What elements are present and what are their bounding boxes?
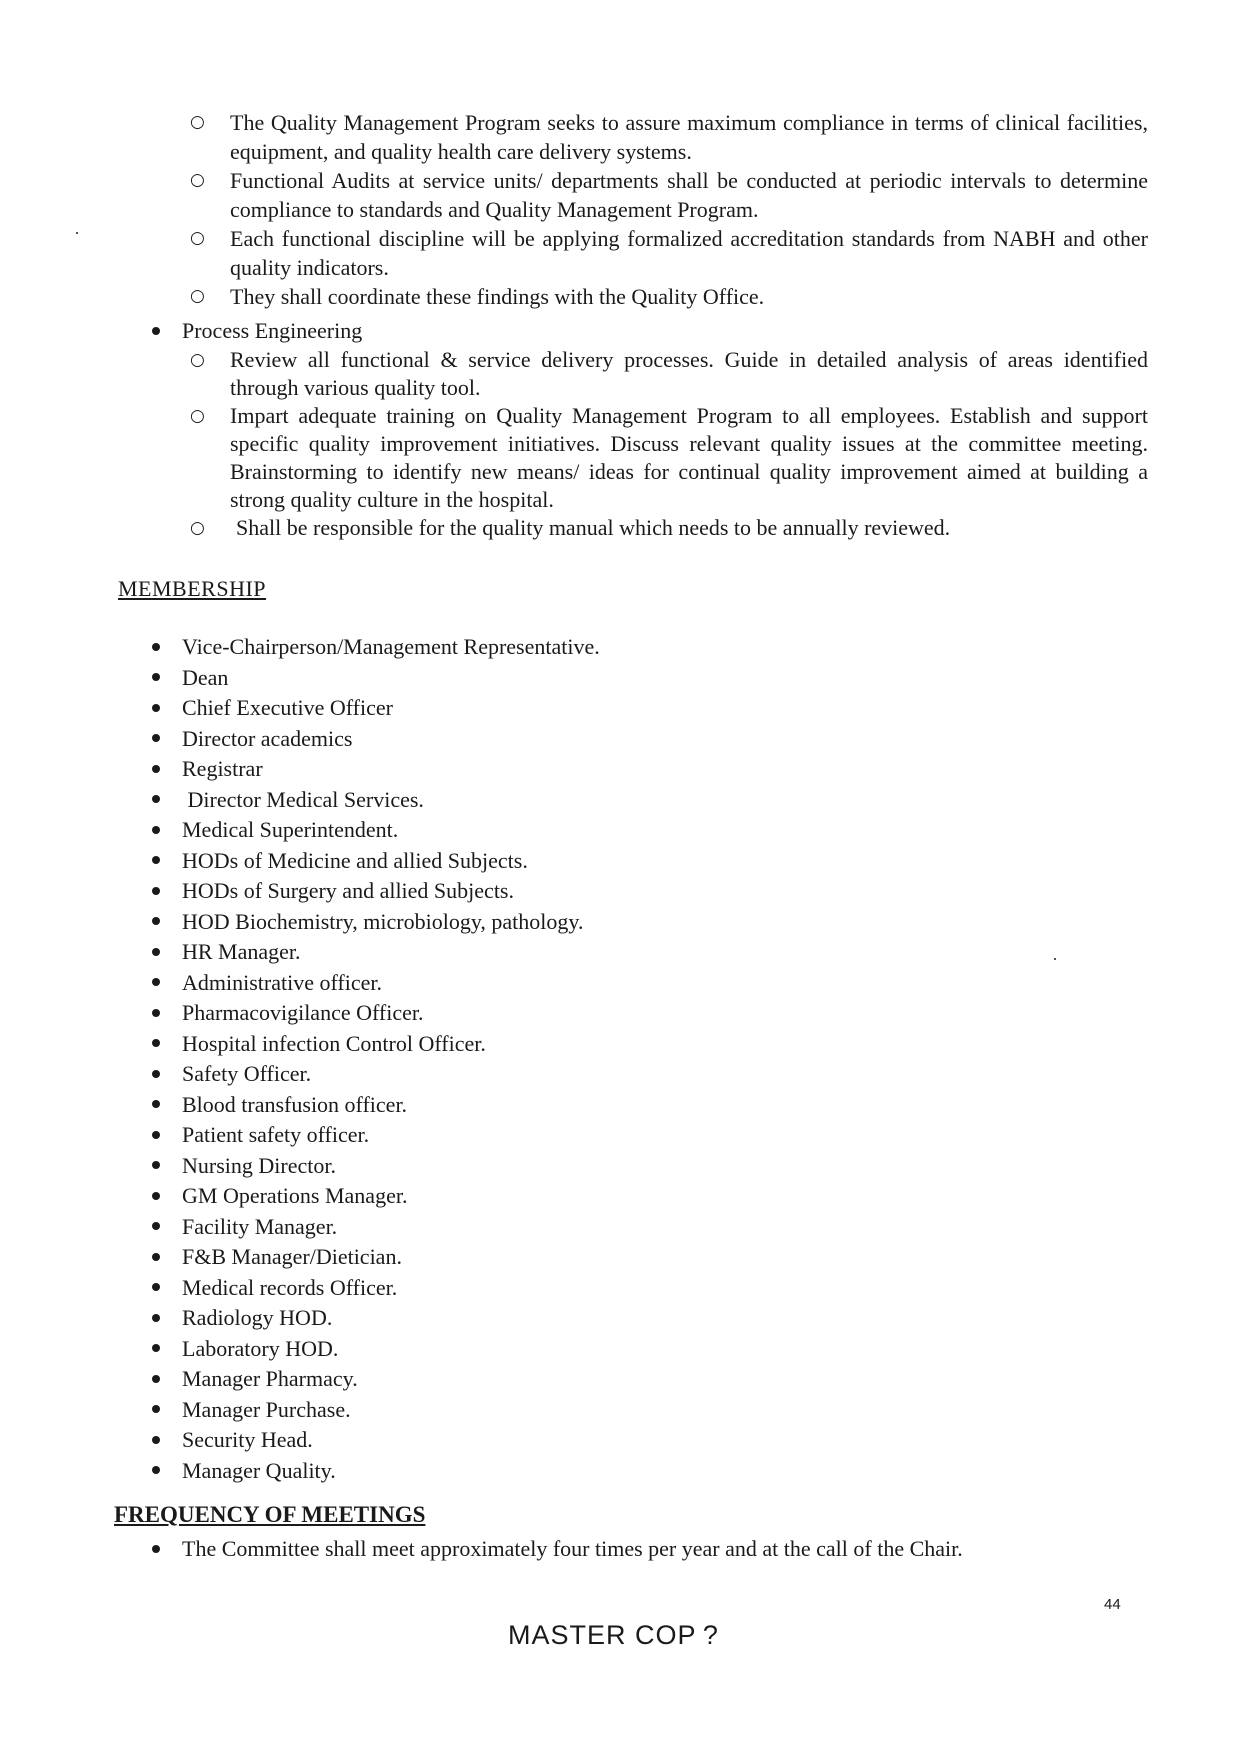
hollow-bullet-icon: ○ [190,170,205,190]
bullet-icon [152,1039,160,1047]
hollow-bullet-icon: ○ [190,406,205,426]
scan-speck [76,232,78,234]
list-item: ○ Impart adequate training on Quality Management Program to all employees. Establish and support specific quality improvement initiatives. Discuss relevant quality issues at the committee meeting. Brainstorming to identify new means/ ideas for continual quality improvement aimed at building a strong quality culture in the hospital. [190,403,1148,512]
frequency-item: The Committee shall meet approximately four times per year and at the call of the Chair. [152,1534,963,1563]
bullet-icon [152,1009,160,1017]
master-copy-stamp: MASTER COP ? [508,1620,719,1650]
membership-heading: MEMBERSHIP [118,576,267,601]
member-item: Chief Executive Officer [152,693,600,724]
member-item: Radiology HOD. [152,1303,600,1334]
bullet-icon [152,826,160,834]
member-item: Hospital infection Control Officer. [152,1029,600,1060]
member-item: Security Head. [152,1425,600,1456]
page-number: 44 [1104,1596,1121,1613]
hollow-bullet-icon: ○ [190,518,205,538]
bullet-icon [152,1375,160,1383]
member-item: Safety Officer. [152,1059,600,1090]
member-item: Medical records Officer. [152,1273,600,1304]
member-item: Patient safety officer. [152,1120,600,1151]
bullet-icon [152,1070,160,1078]
bullet-icon [152,734,160,742]
bullet-icon [152,948,160,956]
bullet-icon [152,765,160,773]
bullet-icon [152,673,160,681]
scan-speck [1054,958,1056,960]
member-item: Laboratory HOD. [152,1334,600,1365]
bullet-icon [152,327,160,335]
frequency-heading: FREQUENCY OF MEETINGS [114,1502,426,1527]
process-engineering-list [188,346,1148,542]
member-item: Director Medical Services. [152,785,600,816]
list-item: ○ Review all functional & service delivery processes. Guide in detailed analysis of areas identified through various quality tool. [190,347,1148,400]
bullet-icon [152,795,160,803]
member-item: Administrative officer. [152,968,600,999]
list-item: ○ Each functional discipline will be applying formalized accreditation standards from NABH and other quality indicators. [190,226,1148,280]
member-item: Manager Quality. [152,1456,600,1487]
bullet-icon [152,1545,160,1553]
member-item: Dean [152,663,600,694]
bullet-icon [152,1314,160,1322]
member-item: Pharmacovigilance Officer. [152,998,600,1029]
bullet-icon [152,1466,160,1474]
bullet-icon [152,887,160,895]
hollow-bullet-icon: ○ [190,286,205,306]
member-item: Medical Superintendent. [152,815,600,846]
bullet-icon [152,1192,160,1200]
list-item: ○ They shall coordinate these findings with the Quality Office. [190,284,765,309]
bullet-icon [152,856,160,864]
member-item: Vice-Chairperson/Management Representative. [152,632,600,663]
process-engineering-heading: Process Engineering [152,316,362,345]
bullet-icon [152,1283,160,1291]
bullet-icon [152,1253,160,1261]
list-item: ○ The Quality Management Program seeks to assure maximum compliance in terms of clinical facilities, equipment, and quality health care delivery systems. [190,110,1148,164]
member-item: HR Manager. [152,937,600,968]
list-item: ○ Shall be responsible for the quality manual which needs to be annually reviewed. [190,515,951,540]
bullet-icon [152,1100,160,1108]
bullet-icon [152,1344,160,1352]
member-item: Registrar [152,754,600,785]
member-item: Blood transfusion officer. [152,1090,600,1121]
bullet-icon [152,704,160,712]
bullet-icon [152,917,160,925]
bullet-icon [152,643,160,651]
bullet-icon [152,1131,160,1139]
bullet-icon [152,1436,160,1444]
bullet-icon [152,1405,160,1413]
hollow-bullet-icon: ○ [190,228,205,248]
member-item: Nursing Director. [152,1151,600,1182]
bullet-icon [152,978,160,986]
member-item: Manager Pharmacy. [152,1364,600,1395]
member-item: HOD Biochemistry, microbiology, pathology. [152,907,600,938]
member-item: HODs of Surgery and allied Subjects. [152,876,600,907]
membership-list [152,632,600,1486]
member-item: F&B Manager/Dietician. [152,1242,600,1273]
hollow-bullet-icon: ○ [190,350,205,370]
member-item: Manager Purchase. [152,1395,600,1426]
bullet-icon [152,1222,160,1230]
member-item: HODs of Medicine and allied Subjects. [152,846,600,877]
hollow-bullet-icon: ○ [190,112,205,132]
list-item: ○ Functional Audits at service units/ departments shall be conducted at periodic intervals to determine compliance to standards and Quality Management Program. [190,168,1148,222]
member-item: Director academics [152,724,600,755]
member-item: GM Operations Manager. [152,1181,600,1212]
quality-subpoints-list [188,108,1148,311]
bullet-icon [152,1161,160,1169]
member-item: Facility Manager. [152,1212,600,1243]
